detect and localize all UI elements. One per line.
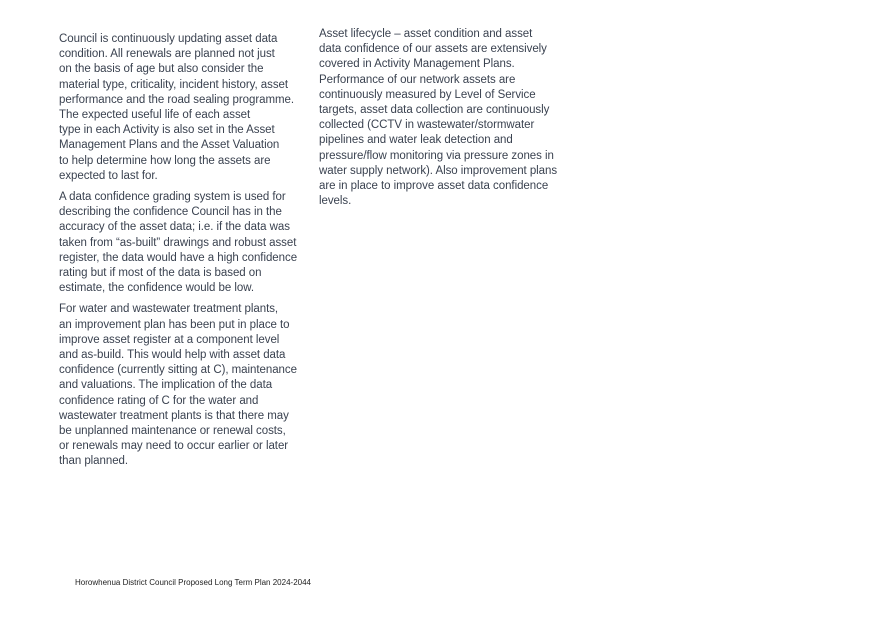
text-line: on the basis of age but also consider the: [59, 63, 264, 76]
text-line: improve asset register at a component level: [59, 333, 280, 346]
text-line: collected (CCTV in wastewater/stormwater: [319, 119, 535, 132]
text-line: continuously measured by Level of Service: [319, 88, 536, 101]
text-line: covered in Activity Management Plans.: [319, 58, 515, 71]
text-line: pressure/flow monitoring via pressure zones in: [319, 149, 554, 162]
text-line: or renewals may need to occur earlier or later: [59, 440, 289, 453]
text-line: Management Plans and the Asset Valuation: [59, 139, 280, 152]
text-line: material type, criticality, incident history, asset: [59, 78, 289, 91]
text-line: targets, asset data collection are continuously: [319, 104, 550, 117]
text-line: type in each Activity is also set in the Asset: [59, 124, 275, 137]
text-line: and as-build. This would help with asset data: [59, 349, 286, 362]
text-line: Council is continuously updating asset data: [59, 33, 278, 45]
text-line: Performance of our network assets are: [319, 73, 516, 86]
text-line: The expected useful life of each asset: [59, 109, 251, 122]
text-line: For water and wastewater treatment plants,: [59, 303, 279, 316]
text-line: confidence (currently sitting at C), maintenance: [59, 364, 297, 377]
paragraph-asset-lifecycle: [319, 27, 559, 209]
paragraph-asset-renewals: [59, 32, 299, 184]
text-line: pipelines and water leak detection and: [319, 134, 513, 147]
text-line: an improvement plan has been put in place to: [59, 318, 290, 331]
paragraph-data-confidence-grading: [59, 190, 299, 296]
text-line: Asset lifecycle – asset condition and asset: [319, 28, 533, 40]
text-line: estimate, the confidence would be low.: [59, 282, 254, 295]
text-line: water supply network). Also improvement plans: [319, 164, 558, 177]
text-line: condition. All renewals are planned not just: [59, 48, 275, 61]
left-column: [59, 32, 299, 476]
text-line: expected to last for.: [59, 169, 158, 182]
text-line: than planned.: [59, 455, 129, 468]
text-line: confidence rating of C for the water and: [59, 394, 259, 407]
text-line: levels.: [319, 195, 352, 208]
text-line: and valuations. The implication of the data: [59, 379, 273, 392]
text-line: rating but if most of the data is based on: [59, 267, 262, 280]
text-line: A data confidence grading system is used for: [59, 191, 286, 204]
text-line: register, the data would have a high confidence: [59, 251, 298, 264]
text-line: taken from “as-built” drawings and robust asset: [59, 236, 297, 249]
text-line: performance and the road sealing programme.: [59, 93, 295, 106]
right-column: [319, 27, 559, 215]
text-line: are in place to improve asset data confidence: [319, 180, 549, 193]
text-line: accuracy of the asset data; i.e. if the data was: [59, 221, 290, 234]
text-line: data confidence of our assets are extensively: [319, 43, 547, 56]
text-line: to help determine how long the assets are: [59, 154, 271, 167]
text-line: describing the confidence Council has in the: [59, 206, 282, 219]
text-line: be unplanned maintenance or renewal costs,: [59, 425, 286, 438]
text-line: wastewater treatment plants is that there may: [59, 409, 289, 422]
page-footer: Horowhenua District Council Proposed Long Term Plan 2024-2044: [75, 578, 311, 587]
paragraph-treatment-plants: [59, 302, 299, 469]
